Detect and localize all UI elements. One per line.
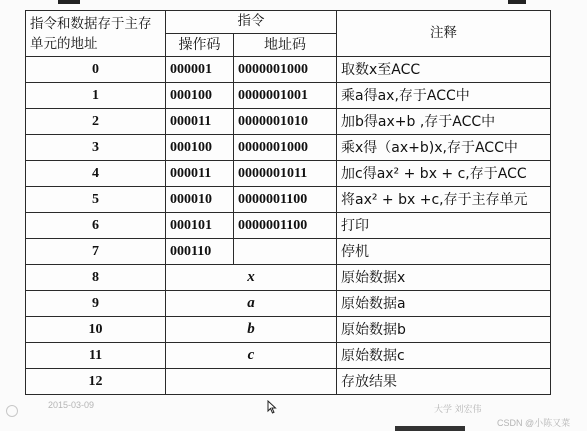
row-note: 取数x至ACC [337,57,551,83]
row-address: 3 [26,135,166,161]
row-data-value: x [166,265,337,291]
row-address: 9 [26,291,166,317]
table-row [26,109,551,135]
row-opcode: 000100 [166,83,234,109]
table-row [26,161,551,187]
row-opcode: 000011 [166,161,234,187]
table-row [26,135,551,161]
row-note: 乘x得（ax+b)x,存于ACC中 [337,135,551,161]
row-opcode: 000001 [166,57,234,83]
row-address-code [234,239,337,265]
row-data-value: c [166,343,337,369]
date-watermark: 2015-03-09 [48,400,95,410]
table-row [26,265,551,291]
table-row [26,187,551,213]
table-row [26,239,551,265]
csdn-watermark: CSDN @小陈又菜 [497,418,571,428]
table-header-row [26,11,551,34]
row-opcode: 000010 [166,187,234,213]
row-note: 加b得ax+b ,存于ACC中 [337,109,551,135]
row-address: 10 [26,317,166,343]
row-note: 加c得ax² + bx + c,存于ACC [337,161,551,187]
row-address-code: 0000001011 [234,161,337,187]
row-address: 7 [26,239,166,265]
mouse-cursor-icon [267,400,277,414]
row-opcode: 000110 [166,239,234,265]
row-address-code: 0000001000 [234,57,337,83]
row-address: 4 [26,161,166,187]
row-note: 将ax² + bx +c,存于主存单元 [337,187,551,213]
row-note: 乘a得ax,存于ACC中 [337,83,551,109]
row-address-code: 0000001010 [234,109,337,135]
table-row [26,369,551,395]
table-row [26,343,551,369]
table-row [26,213,551,239]
row-address: 0 [26,57,166,83]
header-note: 注释 [337,11,551,57]
header-address-code: 地址码 [234,34,337,57]
bottom-edge-fragment [395,426,465,431]
row-address: 5 [26,187,166,213]
table-row [26,57,551,83]
table-row [26,83,551,109]
table-row [26,317,551,343]
row-note: 原始数据x [337,265,551,291]
row-address: 2 [26,109,166,135]
row-note: 原始数据b [337,317,551,343]
header-instruction: 指令 [166,11,337,34]
header-address: 指令和数据存于主存单元的地址 [26,11,166,57]
row-note: 停机 [337,239,551,265]
row-address: 11 [26,343,166,369]
table-row [26,291,551,317]
row-opcode: 000101 [166,213,234,239]
row-address-code: 0000001000 [234,135,337,161]
header-opcode: 操作码 [166,34,234,57]
instruction-table [25,10,551,395]
row-opcode: 000011 [166,109,234,135]
row-opcode: 000100 [166,135,234,161]
row-data-value: a [166,291,337,317]
row-data-value [166,369,337,395]
top-edge-fragment [508,0,526,4]
top-edge-fragment [58,0,80,4]
row-address: 6 [26,213,166,239]
row-note: 打印 [337,213,551,239]
row-address: 8 [26,265,166,291]
author-watermark: 大学 刘宏伟 [434,404,482,414]
row-address: 12 [26,369,166,395]
row-note: 存放结果 [337,369,551,395]
row-note: 原始数据c [337,343,551,369]
slide-control-icon [6,405,18,417]
row-address-code: 0000001100 [234,187,337,213]
row-address: 1 [26,83,166,109]
row-note: 原始数据a [337,291,551,317]
row-data-value: b [166,317,337,343]
row-address-code: 0000001100 [234,213,337,239]
row-address-code: 0000001001 [234,83,337,109]
